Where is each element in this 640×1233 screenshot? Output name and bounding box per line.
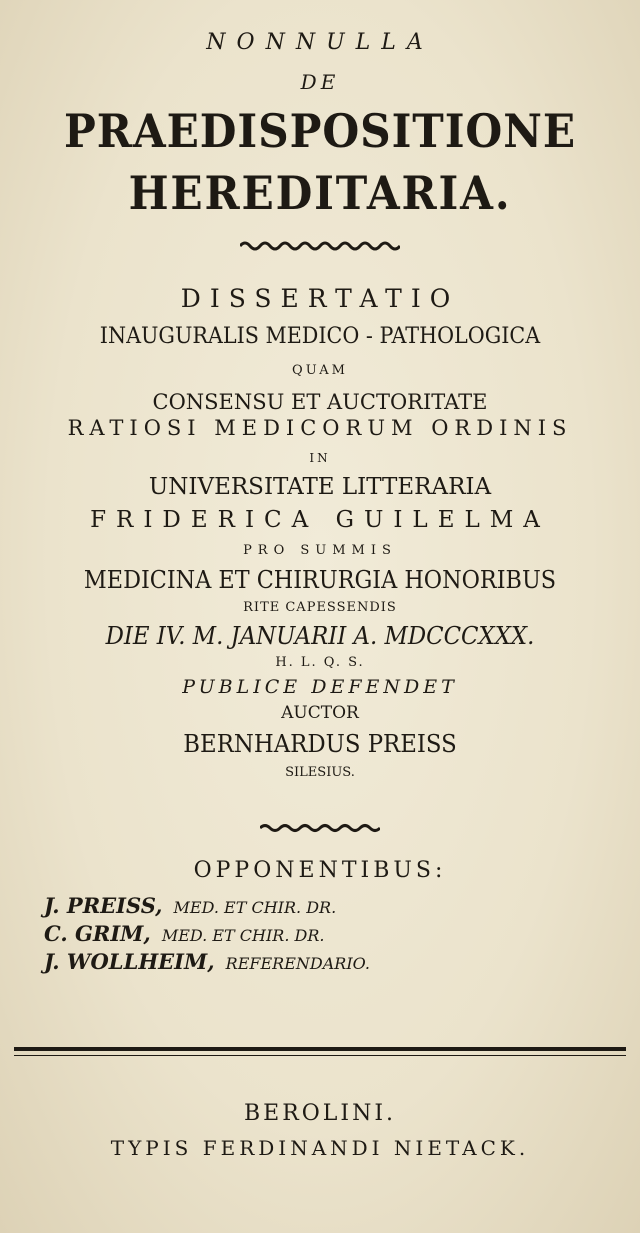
main-title-line-2: HEREDITARIA. <box>128 166 512 220</box>
imprint-city: BEROLINI. <box>243 1101 397 1126</box>
wavy-ornament-top <box>240 240 400 252</box>
ordinis-line: RATIOSI MEDICORUM ORDINIS <box>67 416 573 440</box>
imprint-printer: TYPIS FERDINANDI NIETACK. <box>110 1136 530 1160</box>
opponent-row <box>44 921 324 946</box>
honoribus-line: MEDICINA ET CHIRURGIA HONORIBUS <box>83 566 557 594</box>
pro-summis-line: PRO SUMMIS <box>243 543 397 558</box>
opponent-row <box>44 949 370 974</box>
opponent-name: C. GRIM, <box>44 921 151 946</box>
hlqs-line: H. L. Q. S. <box>275 655 365 670</box>
main-title-line-1: PRAEDISPOSITIONE <box>63 104 577 158</box>
consensu-line: CONSENSU ET AUCTORITATE <box>152 390 488 414</box>
date-line: DIE IV. M. JANUARII A. MDCCCXXX. <box>105 622 535 650</box>
opponent-name: J. PREISS, <box>44 893 163 918</box>
opponent-title: MED. ET CHIR. DR. <box>161 926 325 945</box>
auctor-line: AUCTOR <box>281 703 359 723</box>
opponent-title: REFERENDARIO. <box>225 954 370 973</box>
dissertatio-line: DISSERTATIO <box>180 284 460 313</box>
universitate-line: UNIVERSITATE LITTERARIA <box>148 474 492 500</box>
separator-rule-thick <box>14 1047 626 1051</box>
nonnulla-line: NONNULLA <box>206 30 434 55</box>
opponent-name: J. WOLLHEIM, <box>44 949 215 974</box>
separator-rule-thin <box>14 1055 626 1056</box>
opponent-row <box>44 893 336 918</box>
opponents-heading: OPPONENTIBUS: <box>193 858 447 883</box>
inauguralis-line: INAUGURALIS MEDICO - PATHOLOGICA <box>99 324 541 349</box>
quam-line: QUAM <box>292 363 348 378</box>
in-line: IN <box>309 451 331 465</box>
rite-line: RITE CAPESSENDIS <box>243 600 397 615</box>
author-name: BERNHARDUS PREISS <box>183 730 457 758</box>
opponent-title: MED. ET CHIR. DR. <box>173 898 337 917</box>
de-line: DE <box>300 70 340 94</box>
friderica-line: FRIDERICA GUILELMA <box>90 507 550 533</box>
defendet-line: PUBLICE DEFENDET <box>182 676 458 698</box>
origin-line: SILESIUS. <box>285 765 355 780</box>
wavy-ornament-middle <box>260 823 380 833</box>
